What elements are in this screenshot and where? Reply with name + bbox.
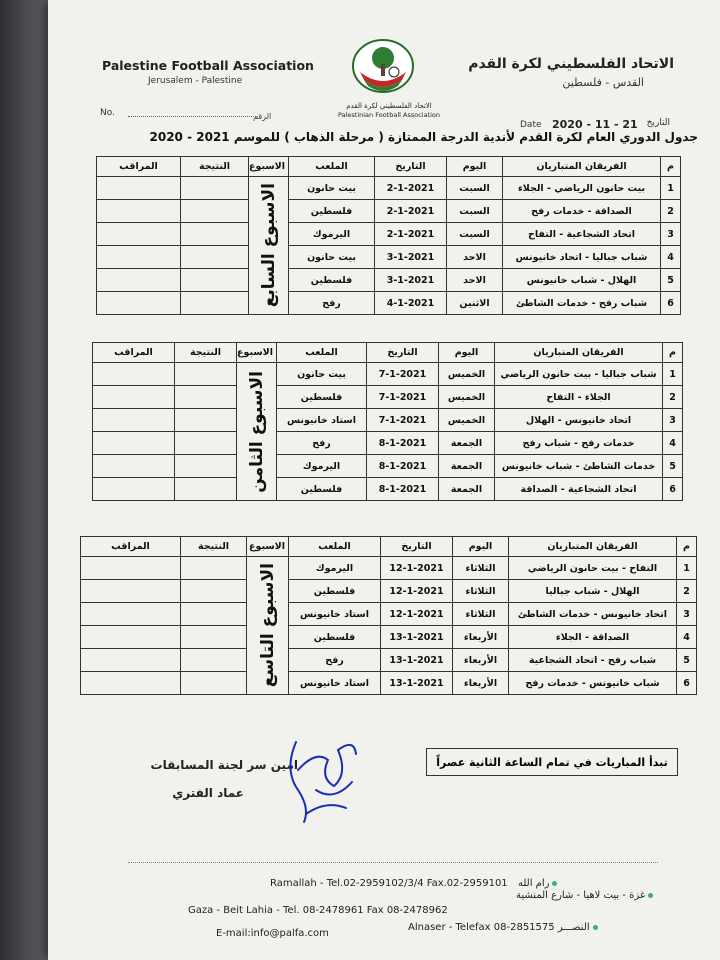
column-header-observer: المراقب xyxy=(81,537,181,557)
observer-cell xyxy=(81,557,181,580)
match-day: الخميس xyxy=(439,409,495,432)
column-header-date: التاريخ xyxy=(367,343,439,363)
week-table-7 xyxy=(96,156,681,315)
match-teams: اتحاد خانيونس - الهلال xyxy=(495,409,663,432)
column-header-day: اليوم xyxy=(453,537,509,557)
match-date: 4-1-2021 xyxy=(375,292,447,315)
match-date: 12-1-2021 xyxy=(381,557,453,580)
match-day: السبت xyxy=(447,223,503,246)
match-number: 6 xyxy=(663,478,683,501)
observer-cell xyxy=(81,626,181,649)
match-number: 1 xyxy=(677,557,697,580)
table-row xyxy=(93,363,683,386)
match-venue: استاد خانيونس xyxy=(289,672,381,695)
week-label-cell xyxy=(247,557,289,695)
result-cell xyxy=(181,200,249,223)
kickoff-note: تبدأ المباريات في تمام الساعة الثانية عصراً xyxy=(426,748,678,776)
observer-cell xyxy=(97,177,181,200)
match-date: 7-1-2021 xyxy=(367,409,439,432)
match-day: السبت xyxy=(447,177,503,200)
match-venue: فلسطين xyxy=(289,269,375,292)
match-date: 13-1-2021 xyxy=(381,672,453,695)
match-teams: شباب خانيونس - خدمات رفح xyxy=(509,672,677,695)
match-teams: شباب جباليا - اتحاد خانيونس xyxy=(503,246,661,269)
result-cell xyxy=(175,363,237,386)
footer-gaza-ar xyxy=(516,890,656,901)
match-number: 4 xyxy=(661,246,681,269)
footer-alnaser xyxy=(408,922,601,933)
column-header-venue: الملعب xyxy=(277,343,367,363)
week-label-cell xyxy=(237,363,277,501)
table-row xyxy=(81,580,697,603)
match-number: 1 xyxy=(661,177,681,200)
table-row xyxy=(97,292,681,315)
number-line xyxy=(128,116,258,117)
bullet-icon xyxy=(648,893,653,898)
footer-ramallah-text: Ramallah - Tel.02-2959102/3/4 Fax.02-2959101 xyxy=(270,878,508,889)
week-label: الاسبوع السابع xyxy=(258,183,279,308)
table-row xyxy=(93,478,683,501)
logo-caption-en: Palestinian Football Association xyxy=(337,111,441,119)
result-cell xyxy=(175,386,237,409)
match-day: الجمعة xyxy=(439,432,495,455)
association-logo xyxy=(338,34,428,104)
table-row xyxy=(93,455,683,478)
table-row xyxy=(93,432,683,455)
table-row xyxy=(97,177,681,200)
match-teams: خدمات الشاطئ - شباب خانيونس xyxy=(495,455,663,478)
result-cell xyxy=(181,177,249,200)
result-cell xyxy=(181,626,247,649)
observer-cell xyxy=(81,672,181,695)
match-date: 12-1-2021 xyxy=(381,580,453,603)
observer-cell xyxy=(81,580,181,603)
match-number: 6 xyxy=(661,292,681,315)
match-number: 3 xyxy=(663,409,683,432)
observer-cell xyxy=(97,200,181,223)
footer-email: E-mail:info@palfa.com xyxy=(216,928,329,939)
association-name-en: Palestine Football Association xyxy=(102,58,314,73)
match-venue: استاد خانيونس xyxy=(277,409,367,432)
date-label-ar: التاريخ xyxy=(646,118,670,128)
match-teams: الهلال - شباب جباليا xyxy=(509,580,677,603)
match-venue: بيت حانون xyxy=(277,363,367,386)
match-day: الثلاثاء xyxy=(453,580,509,603)
column-header-num: م xyxy=(661,157,681,177)
observer-cell xyxy=(81,649,181,672)
table-row xyxy=(81,603,697,626)
week-label: الاسبوع الثامن xyxy=(246,370,267,493)
column-header-teams: الفريقان المتباريان xyxy=(509,537,677,557)
result-cell xyxy=(175,409,237,432)
match-day: الاحد xyxy=(447,269,503,292)
match-date: 7-1-2021 xyxy=(367,386,439,409)
match-number: 2 xyxy=(661,200,681,223)
match-number: 5 xyxy=(663,455,683,478)
column-header-result: النتيجة xyxy=(181,537,247,557)
match-teams: الجلاء - التفاح xyxy=(495,386,663,409)
column-header-week: الاسبوع xyxy=(247,537,289,557)
match-date: 2-1-2021 xyxy=(375,223,447,246)
match-teams: شباب جباليا - بيت حانون الرياضي xyxy=(495,363,663,386)
match-number: 1 xyxy=(663,363,683,386)
table-row xyxy=(97,200,681,223)
table-header-row xyxy=(81,537,697,557)
secretary-title: امين سر لجنة المسابقات xyxy=(150,758,298,772)
match-number: 5 xyxy=(677,649,697,672)
table-row xyxy=(81,672,697,695)
match-number: 4 xyxy=(677,626,697,649)
column-header-date: التاريخ xyxy=(381,537,453,557)
match-teams: الصداقة - الجلاء xyxy=(509,626,677,649)
match-venue: رفح xyxy=(289,649,381,672)
footer-ramallah xyxy=(270,878,508,889)
match-teams: شباب رفح - اتحاد الشجاعية xyxy=(509,649,677,672)
footer-ramallah-ar xyxy=(518,878,560,889)
result-cell xyxy=(175,432,237,455)
table-header-row xyxy=(93,343,683,363)
match-venue: فلسطين xyxy=(289,626,381,649)
match-day: السبت xyxy=(447,200,503,223)
match-date: 8-1-2021 xyxy=(367,478,439,501)
footer-ramallah-ar-text: رام الله xyxy=(518,878,550,889)
table-row xyxy=(93,409,683,432)
match-day: الخميس xyxy=(439,363,495,386)
match-number: 3 xyxy=(661,223,681,246)
footer-alnaser-text: Alnaser - Telefax 08-2851575 xyxy=(408,922,555,933)
table-row xyxy=(81,626,697,649)
observer-cell xyxy=(97,223,181,246)
match-number: 3 xyxy=(677,603,697,626)
match-date: 8-1-2021 xyxy=(367,432,439,455)
match-venue: فلسطين xyxy=(277,386,367,409)
match-day: الاثنين xyxy=(447,292,503,315)
match-teams: بيت حانون الرياضي - الجلاء xyxy=(503,177,661,200)
match-venue: فلسطين xyxy=(277,478,367,501)
column-header-venue: الملعب xyxy=(289,537,381,557)
observer-cell xyxy=(81,603,181,626)
column-header-teams: الفريقان المتباريان xyxy=(495,343,663,363)
association-location-ar: القدس - فلسطين xyxy=(562,76,644,89)
table-row xyxy=(81,557,697,580)
match-date: 2-1-2021 xyxy=(375,177,447,200)
observer-cell xyxy=(97,292,181,315)
result-cell xyxy=(181,269,249,292)
column-header-result: النتيجة xyxy=(181,157,249,177)
bullet-icon xyxy=(593,925,598,930)
match-venue: اليرموك xyxy=(277,455,367,478)
match-teams: خدمات رفح - شباب رفح xyxy=(495,432,663,455)
match-day: الأربعاء xyxy=(453,626,509,649)
result-cell xyxy=(181,580,247,603)
match-teams: الصداقة - خدمات رفح xyxy=(503,200,661,223)
season-title: جدول الدوري العام لكرة القدم لأندية الدرجة الممتازة ( مرحلة الذهاب ) للموسم 2021 - 2020 xyxy=(149,130,698,144)
document-sheet xyxy=(48,0,720,960)
column-header-result: النتيجة xyxy=(175,343,237,363)
match-venue: اليرموك xyxy=(289,557,381,580)
match-date: 2-1-2021 xyxy=(375,200,447,223)
match-day: الأربعاء xyxy=(453,649,509,672)
match-teams: اتحاد الشجاعية - الصداقة xyxy=(495,478,663,501)
match-teams: شباب رفح - خدمات الشاطئ xyxy=(503,292,661,315)
match-day: الثلاثاء xyxy=(453,557,509,580)
footer-gaza-text: Gaza - Beit Lahia - Tel. 08-2478961 Fax 08-2478962 xyxy=(188,905,448,916)
result-cell xyxy=(175,455,237,478)
column-header-num: م xyxy=(663,343,683,363)
match-venue: رفح xyxy=(277,432,367,455)
match-date: 7-1-2021 xyxy=(367,363,439,386)
observer-cell xyxy=(93,455,175,478)
match-date: 3-1-2021 xyxy=(375,269,447,292)
match-day: الخميس xyxy=(439,386,495,409)
column-header-teams: الفريقان المتباريان xyxy=(503,157,661,177)
column-header-observer: المراقب xyxy=(93,343,175,363)
column-header-day: اليوم xyxy=(447,157,503,177)
observer-cell xyxy=(93,432,175,455)
observer-cell xyxy=(93,363,175,386)
observer-cell xyxy=(97,269,181,292)
match-date: 13-1-2021 xyxy=(381,626,453,649)
number-label: No. xyxy=(100,108,115,118)
table-row xyxy=(97,223,681,246)
match-venue: رفح xyxy=(289,292,375,315)
footer-divider xyxy=(128,862,658,863)
bullet-icon xyxy=(552,881,557,886)
week-table-8 xyxy=(92,342,683,501)
result-cell xyxy=(181,603,247,626)
column-header-day: اليوم xyxy=(439,343,495,363)
column-header-venue: الملعب xyxy=(289,157,375,177)
result-cell xyxy=(175,478,237,501)
match-number: 4 xyxy=(663,432,683,455)
match-venue: اليرموك xyxy=(289,223,375,246)
observer-cell xyxy=(97,246,181,269)
match-date: 13-1-2021 xyxy=(381,649,453,672)
match-day: الجمعة xyxy=(439,478,495,501)
observer-cell xyxy=(93,386,175,409)
match-venue: بيت حانون xyxy=(289,177,375,200)
table-row xyxy=(97,246,681,269)
match-venue: فلسطين xyxy=(289,200,375,223)
table-row xyxy=(93,386,683,409)
result-cell xyxy=(181,246,249,269)
match-date: 3-1-2021 xyxy=(375,246,447,269)
match-date: 12-1-2021 xyxy=(381,603,453,626)
observer-cell xyxy=(93,478,175,501)
association-location-en: Jerusalem - Palestine xyxy=(148,76,243,86)
table-row xyxy=(97,269,681,292)
date-label: Date xyxy=(520,120,542,130)
column-header-num: م xyxy=(677,537,697,557)
match-date: 8-1-2021 xyxy=(367,455,439,478)
logo-caption-ar: الاتحاد الفلسطيني لكرة القدم xyxy=(346,102,432,110)
match-number: 6 xyxy=(677,672,697,695)
match-teams: الهلال - شباب خانيونس xyxy=(503,269,661,292)
number-label-ar: الرقم xyxy=(253,112,272,121)
table-row xyxy=(81,649,697,672)
column-header-week: الاسبوع xyxy=(237,343,277,363)
observer-cell xyxy=(93,409,175,432)
match-number: 5 xyxy=(661,269,681,292)
match-venue: فلسطين xyxy=(289,580,381,603)
result-cell xyxy=(181,292,249,315)
table-header-row xyxy=(97,157,681,177)
match-day: الثلاثاء xyxy=(453,603,509,626)
signature xyxy=(276,730,366,830)
footer-gaza-ar-text: غزة - بيت لاهيا - شارع المنشية xyxy=(516,890,646,901)
match-day: الجمعة xyxy=(439,455,495,478)
association-name-ar: الاتحاد الفلسطيني لكرة القدم xyxy=(468,56,674,72)
result-cell xyxy=(181,672,247,695)
match-venue: استاد خانيونس xyxy=(289,603,381,626)
result-cell xyxy=(181,557,247,580)
week-label: الاسبوع التاسع xyxy=(257,563,278,688)
match-day: الاحد xyxy=(447,246,503,269)
result-cell xyxy=(181,649,247,672)
column-header-observer: المراقب xyxy=(97,157,181,177)
result-cell xyxy=(181,223,249,246)
week-table-9 xyxy=(80,536,697,695)
match-number: 2 xyxy=(677,580,697,603)
week-label-cell xyxy=(249,177,289,315)
match-teams: التفاح - بيت حانون الرياضي xyxy=(509,557,677,580)
footer-gaza xyxy=(188,905,448,916)
column-header-week: الاسبوع xyxy=(249,157,289,177)
date-value: 2020 - 11 - 21 xyxy=(552,118,638,131)
match-venue: بيت حانون xyxy=(289,246,375,269)
match-teams: اتحاد الشجاعية - التفاح xyxy=(503,223,661,246)
secretary-name: عماد الفتري xyxy=(172,786,244,800)
match-teams: اتحاد خانيونس - خدمات الشاطئ xyxy=(509,603,677,626)
column-header-date: التاريخ xyxy=(375,157,447,177)
match-number: 2 xyxy=(663,386,683,409)
match-day: الأربعاء xyxy=(453,672,509,695)
footer-alnaser-ar: النصـــر xyxy=(557,922,590,933)
